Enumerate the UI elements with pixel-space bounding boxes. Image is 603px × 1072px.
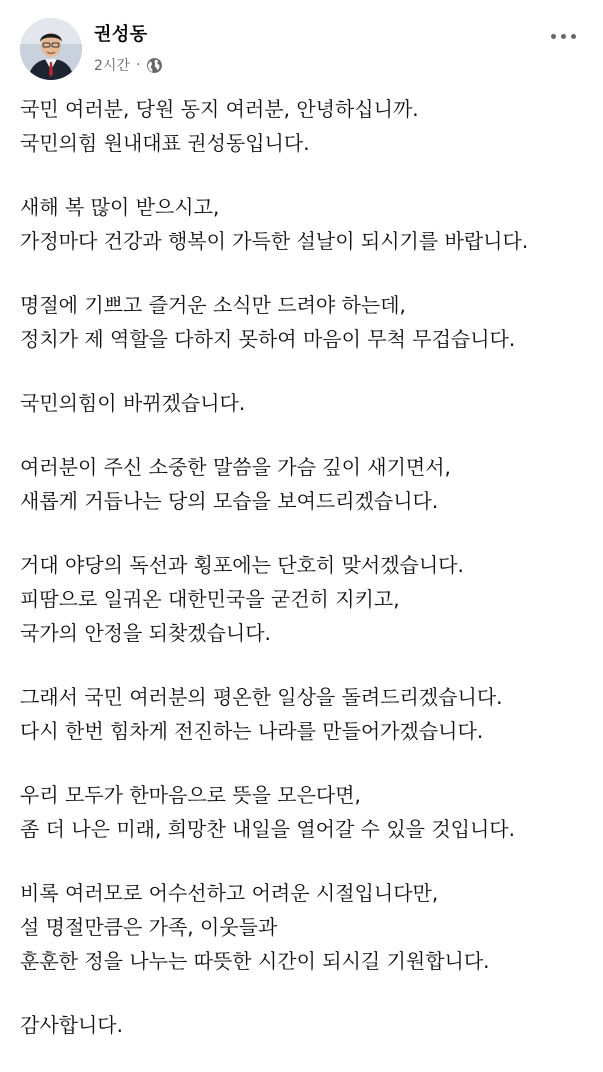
post-timestamp[interactable]: 2시간	[94, 58, 130, 74]
post-message	[20, 92, 583, 1072]
post-text-line: 감사합니다.	[20, 1013, 123, 1037]
post-header	[20, 18, 583, 82]
author-avatar[interactable]	[20, 18, 82, 80]
post-paragraph	[20, 548, 583, 650]
meta-separator: ·	[135, 57, 141, 73]
globe-icon	[146, 57, 163, 74]
post-text-line: 그래서 국민 여러분의 평온한 일상을 돌려드리겠습니다.	[20, 685, 503, 709]
post-text-line: 정치가 제 역할을 다하지 못하여 마음이 무척 무겁습니다.	[20, 327, 516, 351]
post-text-line: 비록 여러모로 어수선하고 어려운 시절입니다만,	[20, 881, 439, 905]
post-text-line: 가정마다 건강과 행복이 가득한 설날이 되시기를 바랍니다.	[20, 229, 529, 253]
post-text-line: 국민 여러분, 당원 동지 여러분, 안녕하십니까.	[20, 97, 419, 121]
post-meta	[94, 55, 163, 75]
post-paragraph	[20, 288, 583, 356]
post-text-line: 훈훈한 정을 나누는 따뜻한 시간이 되시길 기원합니다.	[20, 949, 490, 973]
post-text-line: 명절에 기쁘고 즐거운 소식만 드려야 하는데,	[20, 293, 406, 317]
post-paragraph	[20, 450, 583, 518]
post-paragraph	[20, 1008, 583, 1042]
post-text-line: 우리 모두가 한마음으로 뜻을 모은다면,	[20, 783, 361, 807]
post-text-line: 새해 복 많이 받으시고,	[20, 195, 220, 219]
post-text-line: 새롭게 거듭나는 당의 모습을 보여드리겠습니다.	[20, 489, 439, 513]
post-text-line: 여러분이 주신 소중한 말씀을 가슴 깊이 새기면서,	[20, 455, 451, 479]
post-paragraph	[20, 92, 583, 160]
post-paragraph	[20, 778, 583, 846]
post-text-line: 거대 야당의 독선과 횡포에는 단호히 맞서겠습니다.	[20, 553, 464, 577]
post-text-line: 피땀으로 일궈온 대한민국을 굳건히 지키고,	[20, 587, 400, 611]
post-text-line: 다시 한번 힘차게 전진하는 나라를 만들어가겠습니다.	[20, 719, 484, 743]
post-paragraph	[20, 680, 583, 748]
post-text-line: 좀 더 나은 미래, 희망찬 내일을 열어갈 수 있을 것입니다.	[20, 817, 515, 841]
post-text-line: 국민의힘 원내대표 권성동입니다.	[20, 131, 310, 155]
post-paragraph	[20, 386, 583, 420]
post-text-line: 설 명절만큼은 가족, 이웃들과	[20, 915, 278, 939]
post-text-line: 국가의 안정을 되찾겠습니다.	[20, 621, 271, 645]
author-name[interactable]: 권성동	[94, 24, 148, 45]
post-paragraph	[20, 876, 583, 978]
more-options-icon[interactable]	[545, 24, 581, 48]
avatar-photo	[20, 18, 82, 80]
post-text-line: 국민의힘이 바뀌겠습니다.	[20, 391, 246, 415]
post-paragraph	[20, 190, 583, 258]
